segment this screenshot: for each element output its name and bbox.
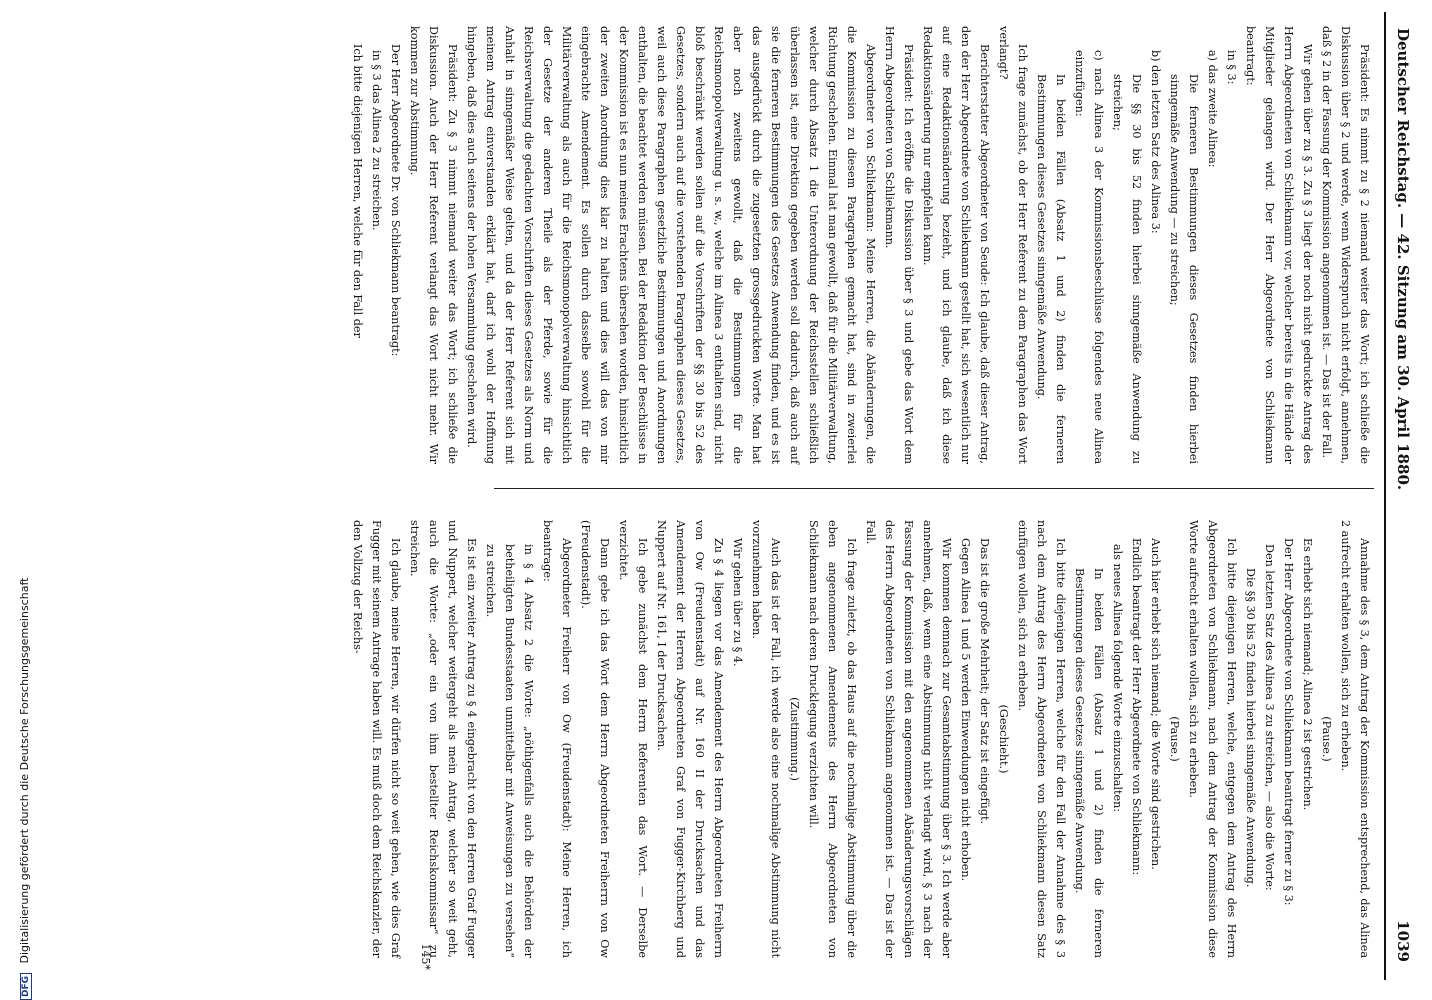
paragraph: Es ist ein zweiter Antrag zu § 4 eingebracht von den Herren Graf Fugger und Nuppert, welcher weitergeht als mein Antrag, welcher so weit geht, auch die Worte: „oder ein von ihm bestellter Reichskommissar“ zu streichen. (408, 520, 478, 958)
paragraph: Zu § 4 liegen vor das Amendement des Herrn Abgeordneten Freiherrn von Ow (Freudenstadt) auf Nr. 160 II der Drucksachen und das Amendement der Herren Abgeordneten Graf von Fugger-Kirchberg und Nuppert auf Nr. 161, I der Drucksachen. (655, 520, 725, 958)
paragraph: Ich frage zunächst, ob der Herr Referent zu dem Paragraphen das Wort verlangt? (997, 26, 1029, 464)
paragraph: b) den letzten Satz des Alinea 3: (1149, 50, 1162, 234)
paragraph: in § 3: (1225, 50, 1238, 85)
paragraph: (Pause.) (1320, 716, 1333, 762)
paragraph: Die §§ 30 bis 52 finden hierbei sinngemäße Anwendung zu streichen; (1111, 74, 1143, 464)
paragraph: c) nach Alinea 3 der Kommissionsbeschlüsse folgendes neue Alinea einzufügen: (1073, 50, 1105, 464)
dfg-logo-icon: DFG (20, 973, 32, 1000)
paragraph: Ich bitte diejenigen Herren, welche für den Fall der (351, 44, 364, 338)
paragraph: Wir gehen über zu § 3. Zu § 3 liegt der noch nicht gedruckte Antrag des Herrn Abgeordneten von Schliekmann vor, welcher bereits in die Hände der Mitglieder gelangen wird. Der Herr Abgeordnete von Schliekmann beantragt: (1244, 26, 1314, 464)
paragraph: Abgeordneter von Schliekmann: Meine Herren, die Abänderungen, die die Kommission zu diesem Paragraphen gemacht hat, sind in zweierlei Richtung geschehen. Einmal hat man gewollt, daß für die Militärverwaltung, welcher durch Absatz 1 die Unterordnung der Reichsstellen schließlich überlassen ist, eine Direktion gegeben werden soll dadurch, daß auch auf sie die ferneren Bestimmungen des Gesetzes Anwendung finden, und es ist das ausgedrückt durch die zugesetzten grossgedruckten Worte. Man hat aber noch zweitens gewollt, daß die Bestimmungen für die Reichsmonopolverwaltung u. s. w., welche im Alinea 3 enthalten sind, nicht bloß beschränkt werden sollen auf die Vorschriften der §§ 30 bis 52 des Gesetzes, sondern auch auf die vorstehenden Paragraphen dieses Gesetzes, weil auch diese Paragraphen gesetzliche Bestimmungen und Anordnungen enthalten, die beachtet werden müssen. Bei der Redaktion der Beschlüsse in der Kommission ist es nun meines Erachtens übersehen worden, hinsichtlich der zweiten Anordnung dies klar zu halten und dies will das von mir eingebrachte Amendement. Es sollen durch dasselbe sowohl für die Militärverwaltung als auch für die Reichsmonopolverwaltung hinsichtlich der Gesetze der anderen Theile als der Pferde, sowie für die Reichsverwaltung die gedachten Vorschriften dieses Gesetzes als Norm und Anhalt in sinngemäßer Weise gelten, und da der Herr Referent sich mit meinem Antrag einverstanden erklärt hat, darf ich wohl der Hoffnung hingeben, daß dies auch seitens der hohen Versammlung geschehen wird. (465, 26, 877, 464)
page-header (1384, 0, 1414, 1000)
paragraph: Wir kommen demnach zur Gesamtabstimmung über § 3. Ich werde aber annehmen, daß, wenn eine Abstimmung nicht verlangt wird, § 3 nach der Fassung der Kommission mit den angenommenen Abänderungsvorschlägen des Herrn Abgeordneten von Schliekmann angenommen ist. — Das ist der Fall. (864, 520, 953, 958)
paragraph: Auch hier erhebt sich niemand; die Worte sind gestrichen. (1149, 538, 1162, 870)
paragraph: Die §§ 30 bis 52 finden hierbei sinngemäße Anwendung. (1244, 568, 1257, 888)
paragraph: Präsident: Ich eröffne die Diskussion über § 3 und gebe das Wort dem Herrn Abgeordneten von Schliekmann. (883, 26, 915, 464)
paragraph: Auch das ist der Fall, ich werde also eine nochmalige Abstimmung nicht vorzunehmen haben. (750, 520, 782, 958)
paragraph: Ich glaube, meine Herren, wir dürfen nicht so weit gehen, wie dies Graf Fugger mit seinem Antrage haben will. Es muß doch dem Reichskanzler, der den Vollzug der Reichs- (351, 520, 402, 958)
paragraph: Es erhebt sich niemand; Alinea 2 ist gestrichen. (1301, 538, 1314, 811)
paragraph: in § 3 das Alinea 2 zu streichen. (370, 50, 383, 231)
paragraph: Präsident: Zu § 3 nimmt niemand weiter das Wort; ich schließe die Diskussion. Auch der Herr Referent verlangt das Wort nicht mehr. Wir kommen zur Abstimmung. (408, 26, 459, 464)
paragraph: In beiden Fällen (Absatz 1 und 2) finden die ferneren Bestimmungen dieses Gesetzes sinngemäße Anwendung. (1035, 74, 1067, 464)
paragraph: Den letzten Satz des Alinea 3 zu streichen, — also die Worte: (1263, 544, 1276, 891)
paragraph: Der Herr Abgeordnete Dr. von Schliekmann beantragt: (389, 44, 402, 357)
signature-mark: 145* (419, 943, 432, 970)
digitization-watermark (18, 0, 32, 1000)
page-number: 1039 (1394, 920, 1412, 962)
paragraph: Präsident: Es nimmt zu § 2 niemand weiter das Wort; ich schließe die Diskussion über § 2 und werde, wenn Widerspruch nicht erfolgt, annehmen, daß § 2 in der Fassung der Kommission angenommen ist. — Das ist der Fall. (1320, 26, 1371, 464)
paragraph: Abgeordneter Freiherr von Ow (Freudenstadt): Meine Herren, ich beantrage: (541, 520, 573, 958)
paragraph: als neues Alinea folgende Worte einzuschalten: (1111, 544, 1124, 813)
paragraph: Berichterstatter Abgeordneter von Seude: Ich glaube, daß dieser Antrag, den der Herr Abgeordnete von Schliekmann gestellt hat, sich wesentlich nur auf eine Redaktionsänderung bezieht, und ich glaube, daß ich diese Redaktionsänderung nur empfehlen kann. (921, 26, 991, 464)
running-head: Deutscher Reichstag. — 42. Sitzung am 30. April 1880. (1394, 28, 1412, 491)
paragraph: Ich bitte diejenigen Herren, welche, entgegen dem Antrag des Herrn Abgeordneten von Schliekmann, nach dem Antrag der Kommission diese Worte aufrecht erhalten wollen, sich zu erheben. (1187, 520, 1238, 958)
paragraph: Der Herr Abgeordnete von Schliekmann beantragt ferner zu § 3: (1282, 538, 1295, 906)
paragraph: (Geschieht.) (997, 704, 1010, 774)
paragraph: Endlich beantragt der Herr Abgeordnete von Schliekmann: (1130, 538, 1143, 876)
paragraph: in § 4 Absatz 2 die Worte: „nöthigenfalls auch die Behörden der betheiligten Bundesstaaten unmittelbar mit Anweisungen zu versehen“ zu streichen. (484, 544, 535, 958)
paragraph: Die ferneren Bestimmungen dieses Gesetzes finden hierbei sinngemäße Anwendung — zu streichen; (1168, 74, 1200, 464)
column-divider (494, 488, 1374, 489)
left-column (348, 26, 1374, 464)
paragraph: Wir gehen über zu § 4. (731, 538, 744, 667)
header-rule (1384, 12, 1386, 980)
paragraph: In beiden Fällen (Absatz 1 und 2) finden die ferneren Bestimmungen dieses Gesetzes sinngemäße Anwendung. (1073, 568, 1105, 958)
paragraph: a) das zweite Alinea: (1206, 50, 1219, 168)
paragraph: (Zustimmung.) (788, 697, 801, 781)
paragraph: Ich frage zuletzt, ob das Haus auf die nochmalige Abstimmung über die eben angenommenen Amendements des Herrn Abgeordneten von Schliekmann nach deren Drucklegung verzichten will. (807, 520, 858, 958)
paragraph: (Pause.) (1168, 716, 1181, 762)
paragraph: Gegen Alinea 1 und 5 werden Einwendungen nicht erhoben. (959, 538, 972, 882)
paragraph: Ich bitte diejenigen Herren, welche für den Fall der Annahme des § 3 nach dem Antrag des Herrn Abgeordneten von Schliekmann diesen Satz einfügen wollen, sich zu erheben. (1016, 520, 1067, 958)
paragraph: Annahme des § 3, dem Antrag der Kommission entsprechend, das Alinea 2 aufrecht erhalten wollen, sich zu erheben. (1339, 520, 1371, 958)
paragraph: Das ist die große Mehrheit; der Satz ist eingefügt. (978, 538, 991, 825)
paragraph: Dann gebe ich das Wort dem Herrn Abgeordneten Freiherrn von Ow (Freudenstadt). (579, 520, 611, 958)
right-column (348, 520, 1374, 958)
paragraph: Ich gebe zunächst dem Herrn Referenten das Wort. — Derselbe verzichtet. (617, 520, 649, 958)
watermark-text: Digitalisierung gefördert durch die Deutsche Forschungsgemeinschaft (18, 577, 31, 964)
